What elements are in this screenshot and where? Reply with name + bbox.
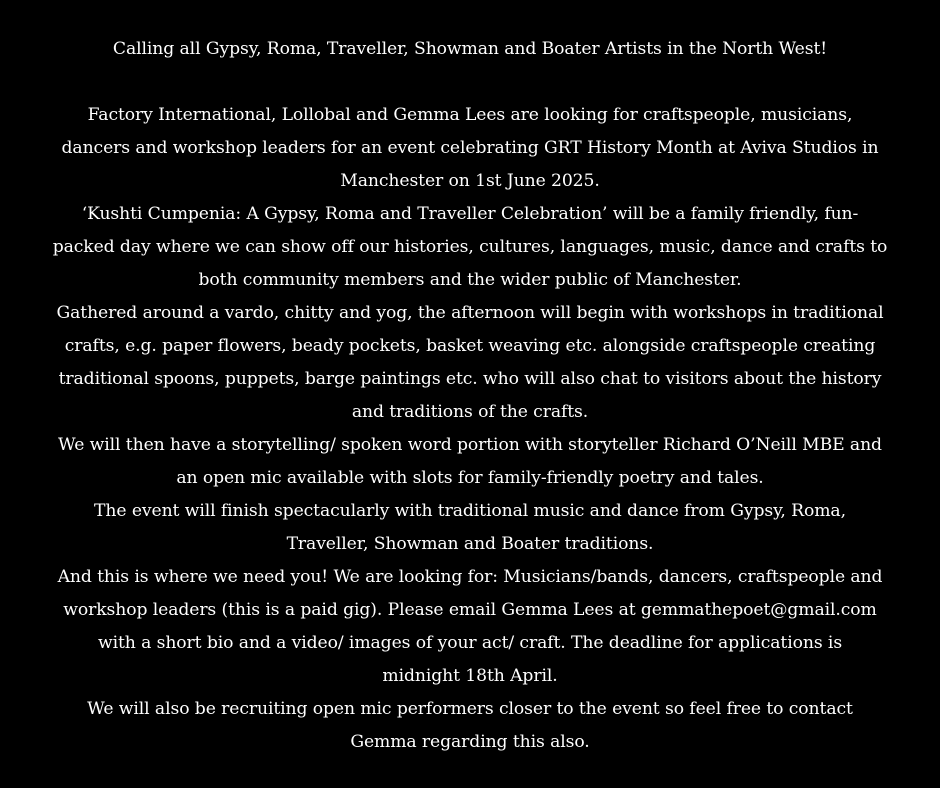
paragraph-intro: Factory International, Lollobal and Gemma Lees are looking for craftspeople, musicians, dancers and workshop leaders for an event celebrating GRT History Month at Aviva Studios in Manchester on 1st June 2025. xyxy=(61,105,879,191)
paragraph-open-mic: We will also be recruiting open mic performers closer to the event so feel free to contact Gemma regarding this also. xyxy=(87,699,853,752)
poster-text xyxy=(0,33,940,759)
paragraph-storytelling: We will then have a storytelling/ spoken word portion with storyteller Richard O’Neill MBE and an open mic available with slots for family-friendly poetry and tales. xyxy=(58,435,882,488)
poster-title: Calling all Gypsy, Roma, Traveller, Showman and Boater Artists in the North West! xyxy=(112,39,828,59)
paragraph-event-description: ‘Kushti Cumpenia: A Gypsy, Roma and Traveller Celebration’ will be a family friendly, fun- packed day where we can show off our histories, cultures, languages, music, dance and crafts to both community members and the wider public of Manchester. xyxy=(52,204,888,290)
paragraph-call-for-artists: And this is where we need you! We are looking for: Musicians/bands, dancers, craftspeople and workshop leaders (this is a paid gig). Please email Gemma Lees at gemmathepoet@gmail.com with a short bio and a video/ images of your act/ craft. The deadline for applications is midnight 18th April. xyxy=(57,567,883,686)
paragraph-workshops: Gathered around a vardo, chitty and yog, the afternoon will begin with workshops in traditional crafts, e.g. paper flowers, beady pockets, basket weaving etc. alongside craftspeople creating traditional spoons, puppets, barge paintings etc. who will also chat to visitors about the history and traditions of the crafts. xyxy=(56,303,884,422)
paragraph-music-dance: The event will finish spectacularly with traditional music and dance from Gypsy, Roma, Traveller, Showman and Boater traditions. xyxy=(94,501,846,554)
title-spacer xyxy=(0,66,940,99)
